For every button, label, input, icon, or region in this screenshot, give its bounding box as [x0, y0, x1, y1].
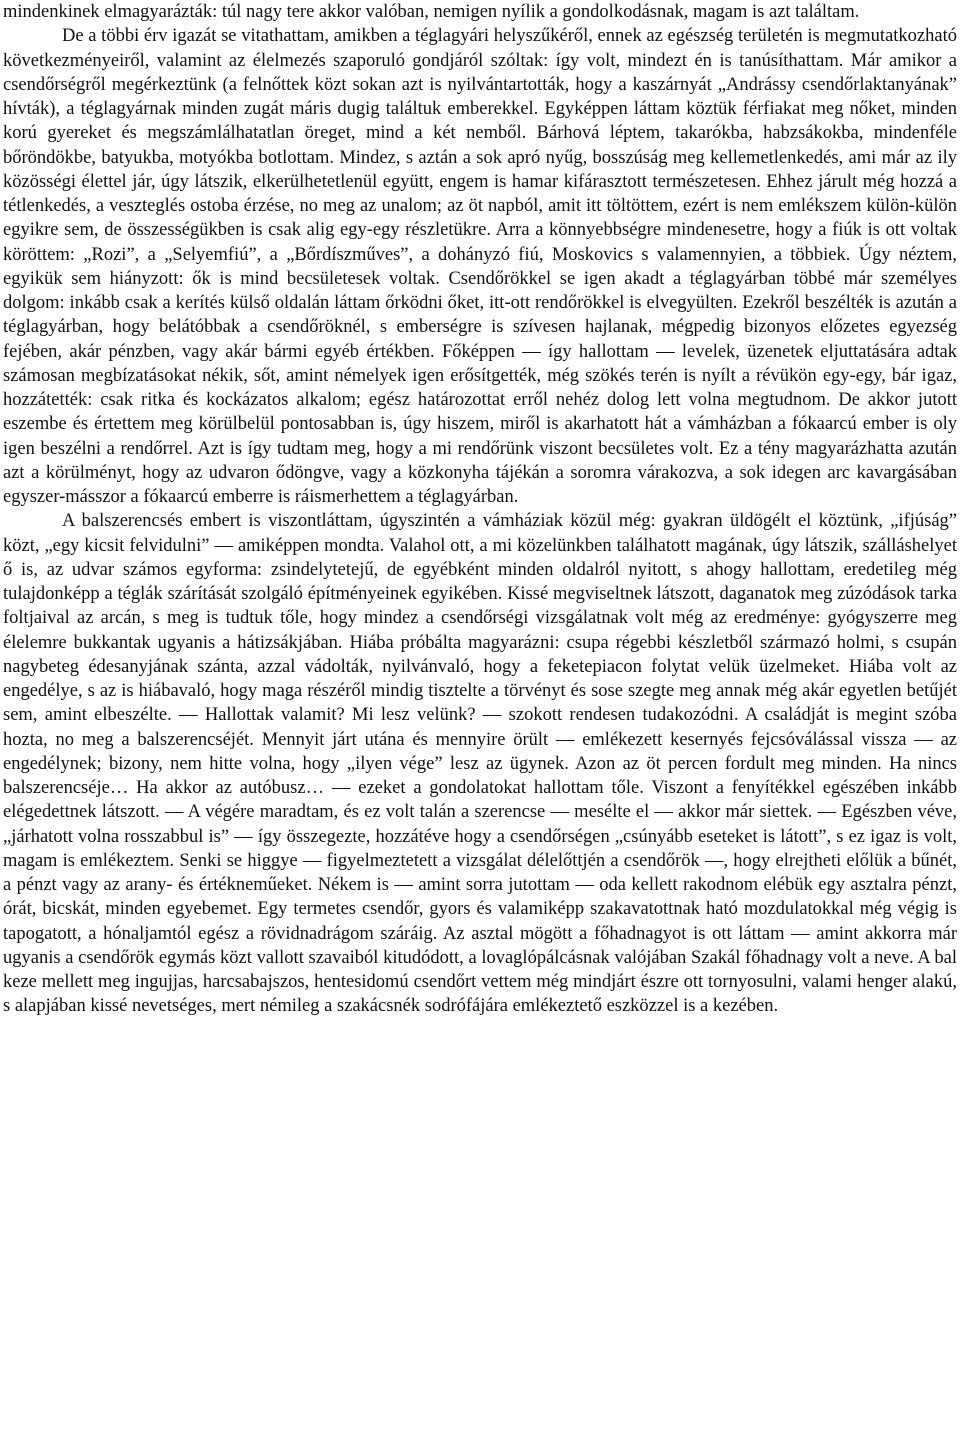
paragraph-brickyard: De a többi érv igazát se vitathattam, amikben a téglagyári helyszűkéről, ennek az egészség területén is megmutatkozható következményeiről, valamint az élelmezés szaporuló gondjáról szóltak: így volt, mindezt én is tanúsíthattam. Már amikor a csendőrségről megérkeztünk (a felnőttek közt sokan azt is nyilvántartották, hogy a kaszárnyát „Andrássy csendőrlaktanyának” hívták), a téglagyárnak minden zugát máris dugig találtuk emberekkel. Egyképpen láttam köztük férfiakat meg nőket, minden korú gyereket és megszámlálhatatlan öreget, mind a két nemből. Bárhová léptem, takarókba, habzsákokba, mindenféle bőröndökbe, batyukba, motyókba botlottam. Mindez, s aztán a sok apró nyűg, bosszúság meg kellemetlenkedés, ami már az ily közösségi élettel jár, úgy látszik, elkerülhetetlenül együtt, engem is hamar kifárasztott természetesen. Ehhez járult még hozzá a tétlenkedés, a veszteglés ostoba érzése, no meg az unalom; az öt napból, amit itt töltöttem, ezért is nem emlékszem külön-külön egyikre sem, de összességükben is csak alig egy-egy részletükre. Arra a könnyebbségre mindenesetre, hogy a fiúk is ott voltak köröttem: „Rozi”, a „Selyemfiú”, a „Bőrdíszműves”, a dohányzó fiú, Moskovics s valamennyien, a többiek. Úgy néztem, egyikük sem hiányzott: ők is mind becsületesek voltak. Csendőrökkel se igen akadt a téglagyárban többé már személyes dolgom: inkább csak a kerítés külső oldalán láttam őrködni őket, itt-ott rendőrökkel is elvegyülten. Ezekről beszélték is azután a téglagyárban, hogy belátóbbak a csendőröknél, s emberségre is szívesen hajlanak, mégpedig bizonyos előzetes egyezség fejében, akár pénzben, vagy akár bármi egyéb értékben. Főképpen — így hallottam — levelek, üzenetek eljuttatására adtak számosan megbízatásokat nékik, sőt, amint némelyek igen erősítgették, még szökés terén is nyílt a révükön egy-egy, bár igaz, hozzátették: csak ritka és kockázatos alkalom; egész határozottat erről nehéz dolog lett volna megtudnom. De akkor jutott eszembe és értettem meg körülbelül pontosabban is, úgy hiszem, miről is akarhatott hát a vámházban a fókaarcú ember is oly igen beszélni a rendőrrel. Azt is így tudtam meg, hogy a mi rendőrünk viszont becsületes volt. Ez a tény magyarázhatta azután azt a körülményt, hogy az udvaron ődöngve, vagy a közkonyha tájékán a soromra várakozva, a sok idegen arc kavargásában egyszer-másszor a fókaarcú emberre is ráismerhettem a téglagyárban.: [3, 26, 957, 507]
paragraph-continuation: mindenkinek elmagyarázták: túl nagy tere akkor valóban, nemigen nyílik a gondolkodásnak, magam is azt találtam.: [3, 2, 860, 22]
paragraph-unlucky-man: A balszerencsés embert is viszontláttam, úgyszintén a vámháziak közül még: gyakran üldögélt el köztünk, „ifjúság” közt, „egy kicsit felvidulni” — amiképpen mondta. Valahol ott, a mi közelünkben találhatott magának, úgy látszik, szálláshelyet ő is, az udvar számos egyforma: zsindelytetejű, de egyébként minden oldalról nyitott, s ahogy hallottam, eredetileg még tulajdonképp a téglák szárítását szolgáló építményeinek egyikében. Kissé megviseltnek látszott, daganatok meg zúzódások tarka foltjaival az arcán, s meg is tudtuk tőle, hogy mindez a csendőrségi vizsgálatnak volt még az eredménye: gyógyszerre meg élelemre bukkantak ugyanis a hátizsákjában. Hiába próbálta magyarázni: csupa régebbi készletből származó holmi, s csupán nagybeteg édesanyjának szánta, azzal vádolták, nyilvánvaló, hogy a feketepiacon folytat velük üzelmeket. Hiába volt az engedélye, s az is hiábavaló, hogy maga részéről mindig tisztelte a törvényt és sose szegte meg annak még akár egyetlen betűjét sem, amint elbeszélte. — Hallottak valamit? Mi lesz velünk? — szokott rendesen tudakozódni. A családját is megint szóba hozta, no meg a balszerencséjét. Mennyit járt utána és mennyire örült — emlékezett kesernyés fejcsóválással vissza — az engedélynek; bizony, nem hitte volna, hogy „ilyen vége” lesz az ügynek. Azon az öt percen fordult meg minden. Ha nincs balszerencséje… Ha akkor az autóbusz… — ezeket a gondolatokat hallottam tőle. Viszont a fenyítékkel egészében inkább elégedettnek látszott. — A végére maradtam, és ez volt talán a szerencse — mesélte el — akkor már siettek. — Egészben véve, „járhatott volna rosszabbul is” — így összegezte, hozzátéve hogy a csendőrségen „csúnyább eseteket is látott”, s ez igaz is volt, magam is emlékeztem. Senki se higgye — figyelmeztetett a vizsgálat délelőttjén a csendőrök —, hogy elrejtheti előlük a bűnét, a pénzt vagy az arany- és értékneműeket. Nékem is — amint sorra jutottam — oda kellett rakodnom elébük egy asztalra pénzt, órát, bicskát, minden egyebemet. Egy termetes csendőr, gyors és valamiképp szakavatottnak ható mozdulatokkal még végig is tapogatott, a hónaljamtól egész a rövidnadrágom száráig. Az asztal mögött a főhadnagyot is ott láttam — amint akkorra már ugyanis a csendőrök egymás közt vallott szavaiból kitudódott, a lovaglópálcásnak valójában Szakál főhadnagy volt a neve. A bal keze mellett meg ingujjas, harcsabajszos, hentesidomú csendőrt vettem még mindjárt észre ott tornyosulni, valami henger alakú, s alapjában kissé nevetséges, mert némileg a szakácsnék sodrófájára emlékeztető eszközzel is a kezében.: [3, 511, 957, 1017]
